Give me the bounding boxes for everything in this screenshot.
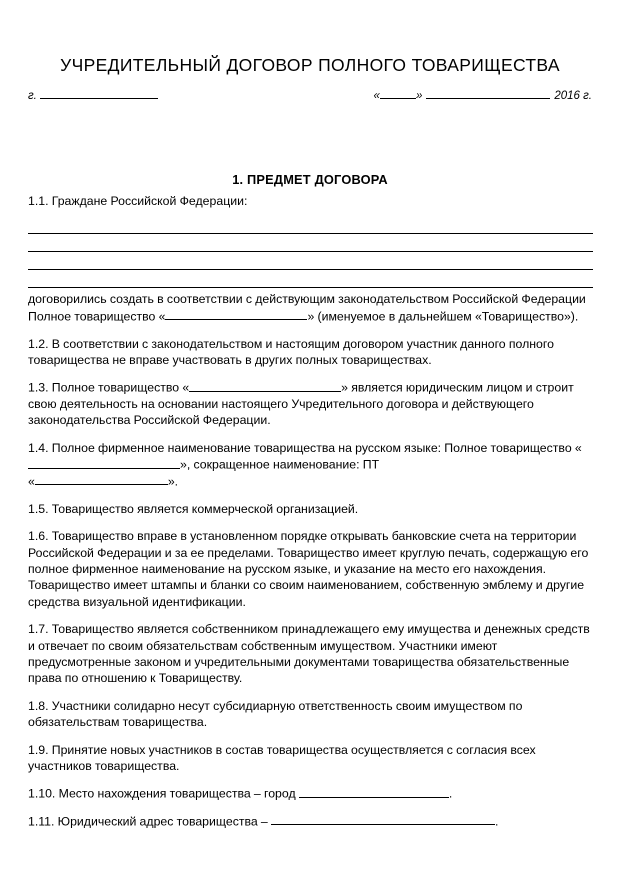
day-blank[interactable] (380, 88, 416, 99)
clause-1-3-text-a: 1.3. Полное товарищество « (28, 380, 190, 395)
clause-1-8: 1.8. Участники солидарно несут субсидиарную ответственность своим имуществом по обязательствам товарищества. (28, 698, 523, 730)
clause-1-11 (28, 813, 593, 830)
clause-1-2: 1.2. В соответствии с законодательством и настоящим договором участник данного полного товарищества не вправе участвовать в других полных товариществах. (28, 336, 554, 367)
clause-1-10-text-b: . (448, 786, 453, 801)
month-blank[interactable] (426, 88, 550, 99)
clause-1-5: 1.5. Товарищество является коммерческой организацией. (28, 501, 359, 516)
clause-1-1-tail-text-b: » (именуемое в дальнейшем «Товарищество»). (307, 309, 579, 324)
place-label: г. (28, 90, 37, 102)
partnership-short-name-blank[interactable] (35, 473, 168, 485)
clause-1-1-tail-text-a: договорились создать в соответствии с действующим законодательством Российской Федерации Полное товарищество « (28, 292, 586, 324)
quote-close: » (415, 90, 423, 102)
clause-1-4-text-a: 1.4. Полное фирменное наименование товарищества на русском языке: Полное товарищество « (28, 440, 582, 455)
blank-line[interactable] (28, 234, 593, 252)
clause-1-7: 1.7. Товарищество является собственником принадлежащего ему имущества и денежных средств и отвечает по своим обязательствам собственным имуществом. Участники имеют предусмотренные законом и учредительными документами товарищества обязательственные права по отношению к Товариществу. (28, 622, 590, 686)
clause-1-4-text-c: « (28, 474, 35, 489)
date-field[interactable] (374, 88, 592, 104)
blank-line[interactable] (28, 252, 593, 270)
clause-1-3-text-b: » является юридическим лицом и строит свою деятельность на основании настоящего Учредительного договора и действующего законодательства Российской Федерации. (28, 380, 574, 428)
participants-blank-lines[interactable] (28, 216, 593, 288)
clause-1-4 (28, 440, 593, 490)
blank-line[interactable] (28, 270, 593, 288)
document-title: УЧРЕДИТЕЛЬНЫЙ ДОГОВОР ПОЛНОГО ТОВАРИЩЕСТВА (60, 54, 560, 75)
clause-1-10 (28, 785, 593, 802)
place-field[interactable] (28, 88, 158, 104)
clause-1-11-text-a: 1.11. Юридический адрес товарищества – (28, 814, 268, 829)
clause-1-4-text-d: ». (167, 474, 179, 489)
clause-1-3 (28, 379, 593, 429)
partnership-name-blank[interactable] (189, 379, 341, 391)
year-label: 2016 г. (554, 90, 592, 102)
blank-line[interactable] (28, 216, 593, 234)
document-body (28, 193, 593, 841)
clause-1-11-text-b: . (495, 814, 499, 829)
clause-1-9: 1.9. Принятие новых участников в состав товарищества осуществляется с согласия всех участников товарищества. (28, 742, 536, 773)
quote-open: « (373, 90, 380, 102)
clause-1-4-text-b: », сокращенное наименование: ПТ (180, 457, 380, 472)
section-heading-subject: 1. ПРЕДМЕТ ДОГОВОРА (232, 171, 388, 187)
place-blank[interactable] (40, 88, 158, 99)
clause-1-10-text-a: 1.10. Место нахождения товарищества – город (28, 786, 296, 801)
clause-1-1-tail (28, 291, 593, 324)
legal-address-blank[interactable] (271, 813, 495, 825)
partnership-full-name-blank[interactable] (28, 456, 180, 468)
place-date-row (28, 88, 592, 106)
clause-1-1-intro: 1.1. Граждане Российской Федерации: (28, 194, 248, 208)
clause-1-6: 1.6. Товарищество вправе в установленном порядке открывать банковские счета на территории Российской Федерации и за ее пределами. Товарищество имеет круглую печать, содержащую его полное фирменное наименование на русском языке, и указание на место его нахождения. Товарищество имеет штампы и бланки со своим наименованием, собственную эмблему и другие средства визуальной идентификации. (28, 529, 589, 609)
city-blank[interactable] (299, 785, 449, 797)
partnership-name-blank[interactable] (165, 308, 307, 320)
